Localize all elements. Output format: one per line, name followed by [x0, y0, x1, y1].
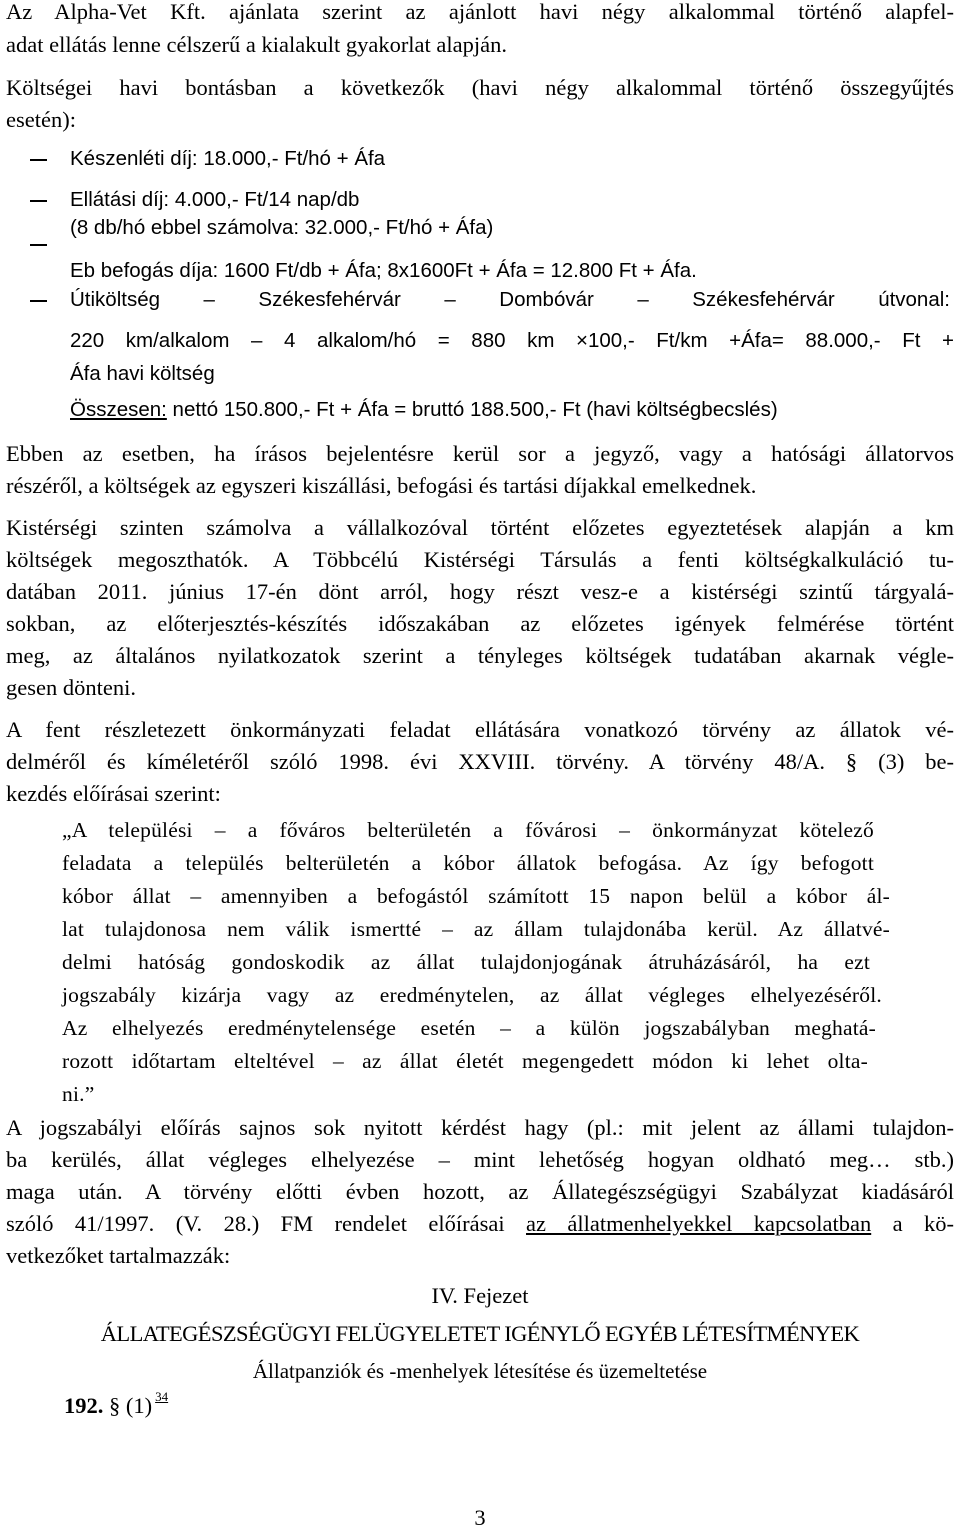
article-paragraph: § (1) [103, 1393, 153, 1418]
list-dash [30, 200, 47, 202]
list-dash [30, 300, 47, 302]
paragraph-5-line-3: kezdés előírásai szerint: [6, 781, 221, 806]
page-number: 3 [474, 1505, 486, 1530]
paragraph-1-line-2: adat ellátás lenne célszerű a kialakult gyakorlat alapján. [6, 32, 508, 57]
paragraph-4-line-4: sokban, az előterjesztés-készítés időszakában az előzetes igények felmérése történt [6, 611, 954, 636]
paragraph-4-line-5: meg, az általános nyilatkozatok szerint a tényleges költségek tudatában akarnak végle- [6, 643, 954, 668]
paragraph-1-line-1: Az Alpha-Vet Kft. ajánlata szerint az ajánlott havi négy alkalommal történő alapfel- [6, 0, 954, 24]
cost-travel-line-3: Áfa havi költség [70, 362, 215, 385]
paragraph-6-line-3: maga után. A törvény előtti évben hozott, az Állategészségügyi Szabályzat kiadásáról [6, 1179, 954, 1204]
paragraph-2-line-1: Költségei havi bontásban a következők (havi négy alkalommal történő összegyűjtés [6, 75, 954, 100]
footnote-reference[interactable]: 34 [155, 1389, 169, 1404]
cost-travel-line-2: 220 km/alkalom – 4 alkalom/hó = 880 km ×100,- Ft/km +Áfa= 88.000,- Ft + [70, 329, 954, 352]
paragraph-3-line-1: Ebben az esetben, ha írásos bejelentésre kerül sor a jegyző, vagy a hatósági állatorvos [6, 441, 954, 466]
list-dash [30, 159, 47, 161]
cost-capture: Eb befogás díja: 1600 Ft/db + Áfa; 8x1600Ft + Áfa = 12.800 Ft + Áfa. [70, 259, 697, 282]
paragraph-3-line-2: részéről, a költségek az egyszeri kiszállási, befogási és tartási díjakkal emelkednek. [6, 473, 757, 498]
cost-total [70, 394, 778, 426]
article-number: 192. [64, 1393, 104, 1418]
paragraph-4-line-2: költségek megoszthatók. A Többcélú Kistérségi Társulás a fenti költségkalkuláció tu- [6, 547, 954, 572]
cost-care: Ellátási díj: 4.000,- Ft/14 nap/db [70, 188, 360, 211]
quote-line-6: jogszabály kizárja vagy az eredménytelen, az állat végleges elhelyezéséről. [62, 983, 882, 1007]
total-label: Összesen: [70, 398, 167, 421]
quote-line-1: „A települési – a főváros belterületén a fővárosi – önkormányzat kötelező [62, 818, 874, 842]
quote-line-7: Az elhelyezés eredménytelensége esetén – a külön jogszabályban meghatá- [62, 1016, 876, 1040]
paragraph-5-line-1: A fent részletezett önkormányzati feladat ellátására vonatkozó törvény az állatok vé- [6, 717, 954, 742]
cost-care-detail: (8 db/hó ebbel számolva: 32.000,- Ft/hó + Áfa) [70, 216, 494, 239]
paragraph-6-line-5: vetkezőket tartalmazzák: [6, 1243, 231, 1268]
quote-line-9: ni.” [62, 1082, 95, 1106]
section-title: Állatpanziók és -menhelyek létesítése és üzemeltetése [252, 1359, 708, 1383]
quote-line-8: rozott időtartam elteltével – az állat életét megengedett módon ki lehet olta- [62, 1049, 868, 1073]
chapter-title: ÁLLATEGÉSZSÉGÜGYI FELÜGYELETET IGÉNYLŐ EGYÉB LÉTESÍTMÉNYEK [100, 1321, 860, 1346]
paragraph-6-text-end: a kö- [871, 1211, 955, 1236]
quote-line-4: lat tulajdonosa nem válik ismertté – az állam tulajdonába kerül. Az állatvé- [62, 917, 890, 941]
quote-line-5: delmi hatóság gondoskodik az állat tulajdonjogának átruházásáról, ha ezt [62, 950, 870, 974]
list-dash [30, 244, 47, 246]
paragraph-6-line-2: ba kerülés, állat végleges elhelyezése – mint lehetőség hogyan oldható meg… stb.) [6, 1147, 954, 1172]
paragraph-2-line-2: esetén): [6, 107, 76, 132]
paragraph-6-line-1: A jogszabályi előírás sajnos sok nyitott kérdést hagy (pl.: mit jelent az állami tulajdon- [6, 1115, 954, 1140]
quote-line-3: kóbor állat – amennyiben a befogástól számított 15 napon belül a kóbor ál- [62, 884, 890, 908]
cost-travel-line-1: Útiköltség – Székesfehérvár – Dombóvár – Székesfehérvár útvonal: [70, 288, 950, 311]
cost-standby: Készenléti díj: 18.000,- Ft/hó + Áfa [70, 147, 386, 170]
paragraph-6-text: szóló 41/1997. (V. 28.) FM rendelet előírásai [6, 1211, 527, 1236]
paragraph-5-line-2: delméről és kíméletéről szóló 1998. évi XXVIII. törvény. A törvény 48/A. § (3) be- [6, 749, 954, 774]
paragraph-4-line-3: datában 2011. június 17-én dönt arról, hogy részt vesz-e a kistérségi szintű tárgyalá- [6, 579, 954, 604]
quote-line-2: feladata a település belterületén a kóbor állatok befogása. Az így befogott [62, 851, 874, 875]
animal-shelter-link[interactable]: az állatmenhelyekkel kapcsolatban [526, 1211, 872, 1236]
chapter-heading: IV. Fejezet [431, 1283, 529, 1308]
paragraph-4-line-6: gesen dönteni. [6, 675, 136, 700]
article-heading [64, 1390, 168, 1425]
paragraph-4-line-1: Kistérségi szinten számolva a vállalkozóval történt előzetes egyeztetések alapján a km [6, 515, 954, 540]
paragraph-6-line-4 [6, 1208, 954, 1240]
total-value: nettó 150.800,- Ft + Áfa = bruttó 188.500,- Ft (havi költségbecslés) [166, 398, 778, 421]
